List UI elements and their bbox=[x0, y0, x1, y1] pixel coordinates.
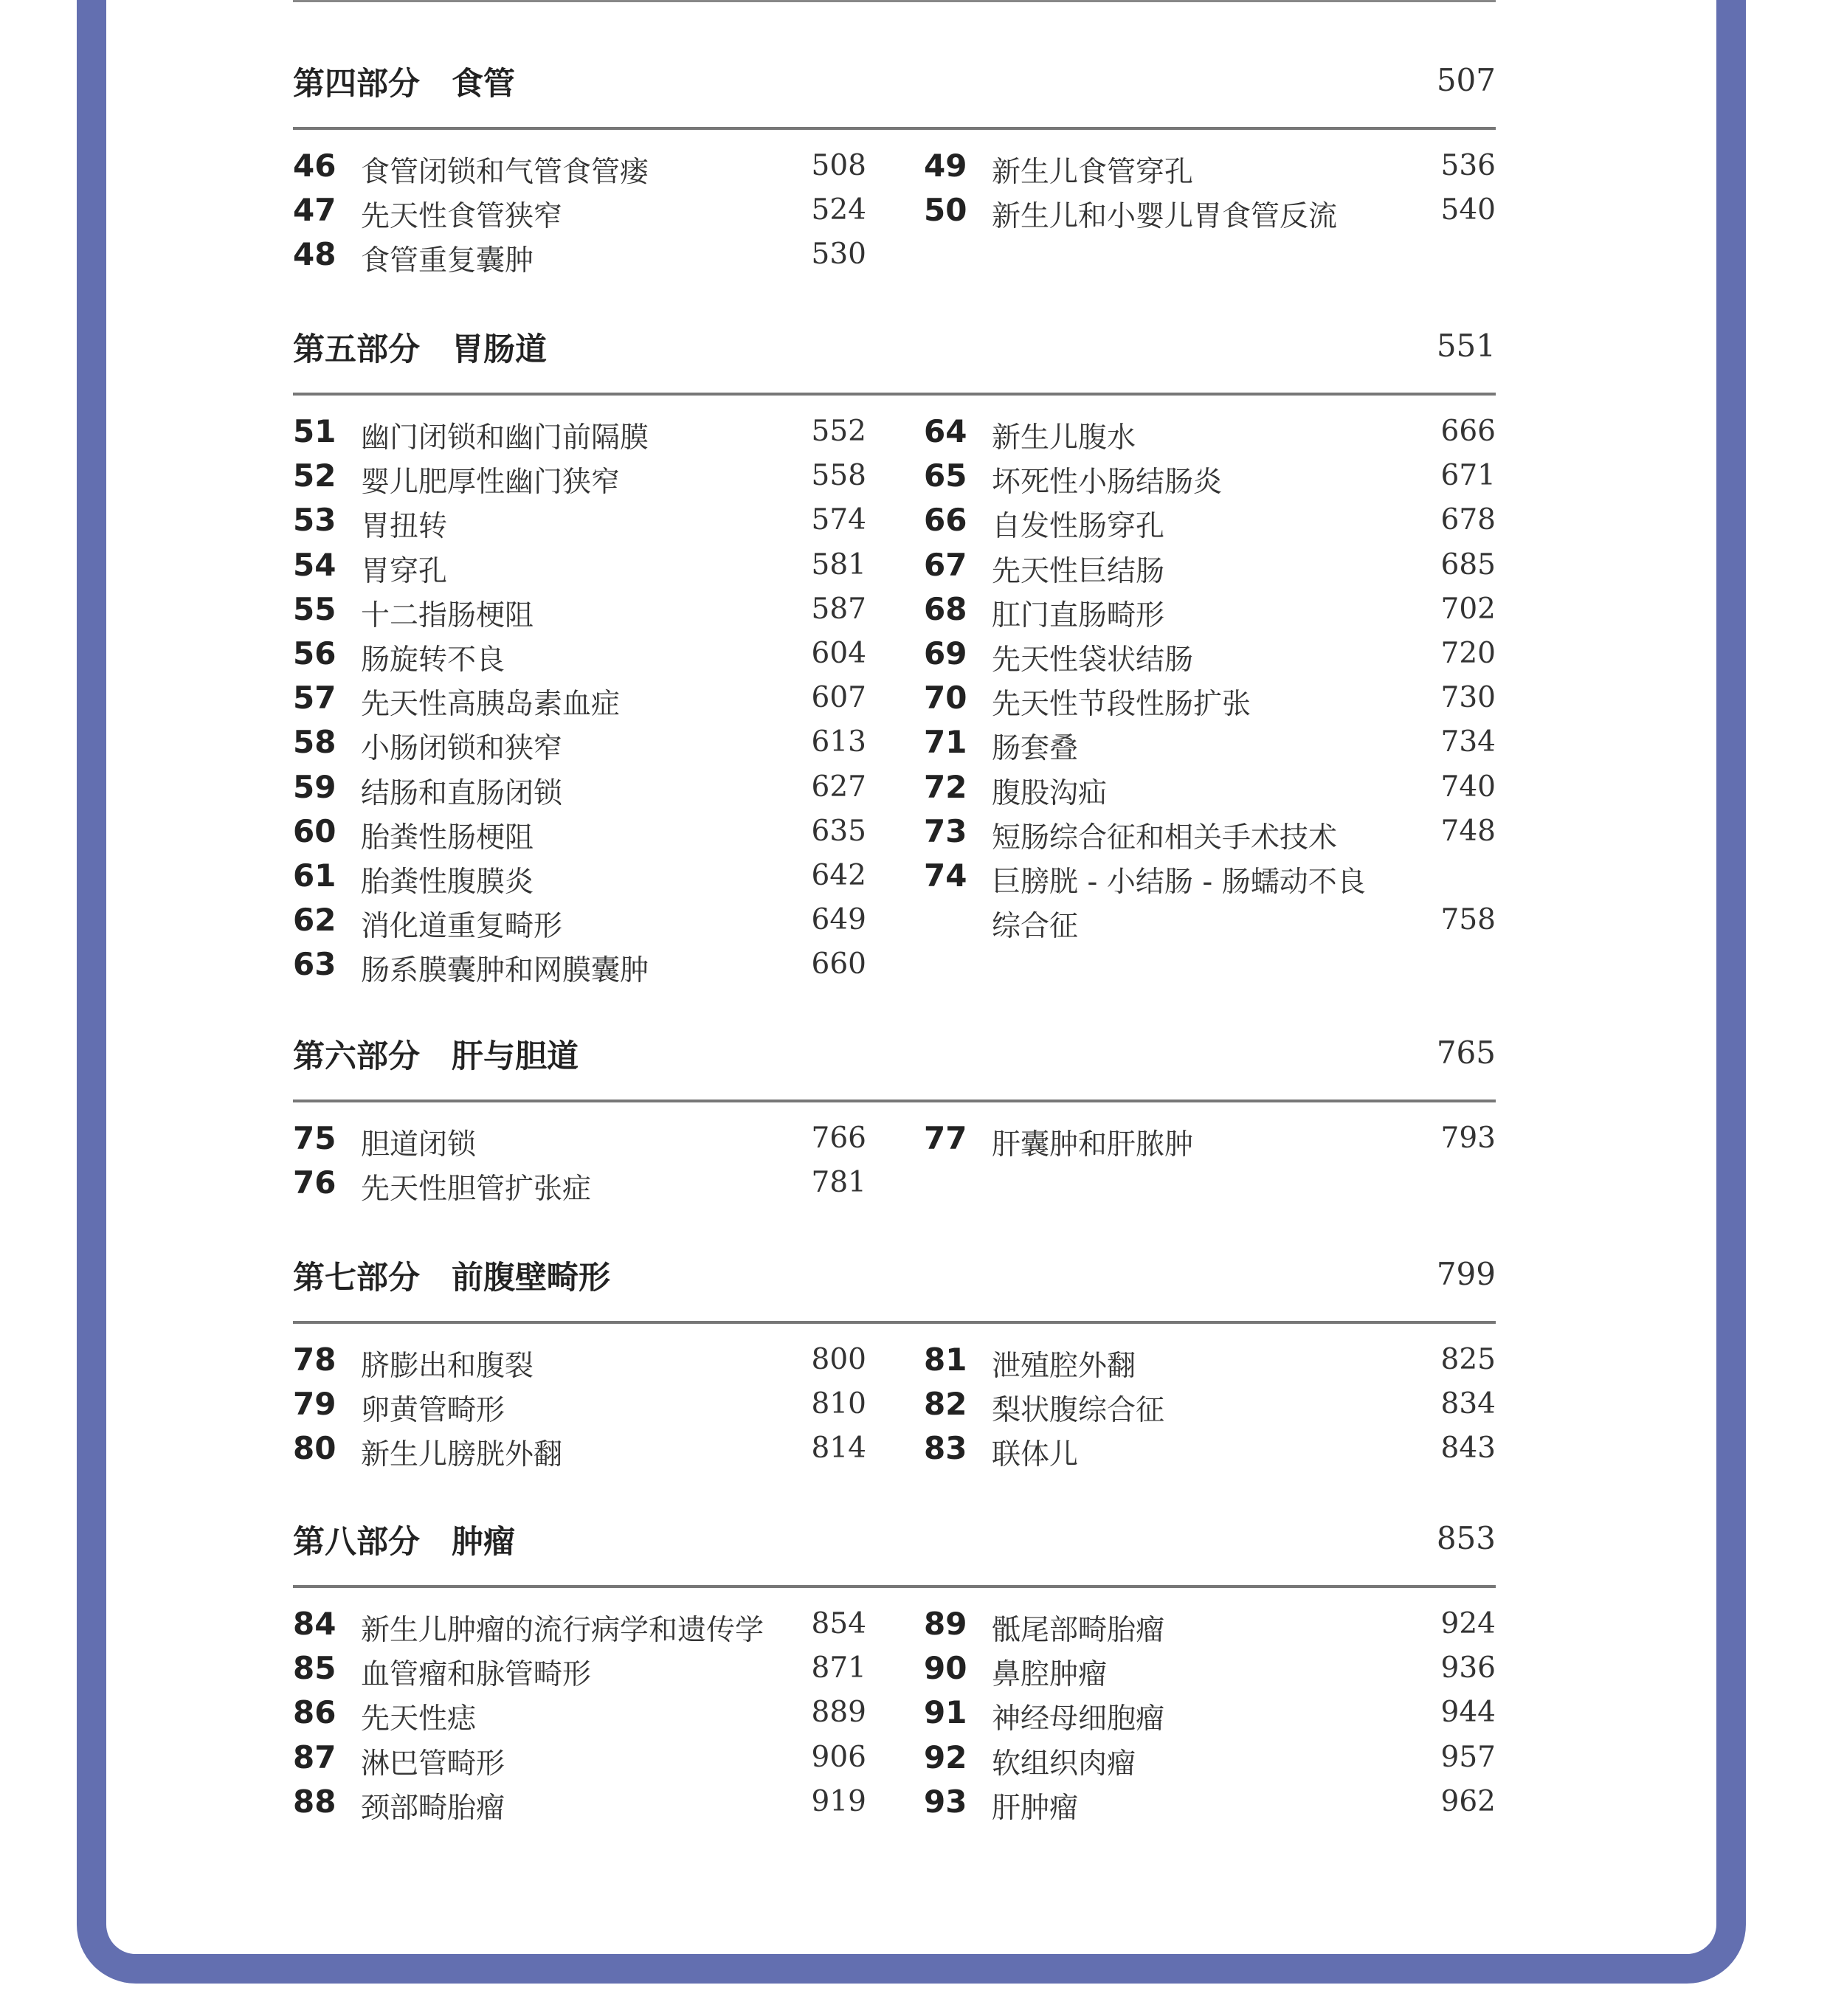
chapter-page-number: 574 bbox=[811, 503, 866, 537]
chapter-title: 肝囊肿和肝脓肿 bbox=[992, 1128, 1194, 1161]
chapter-title: 神经母细胞瘤 bbox=[992, 1702, 1165, 1736]
part-heading[interactable] bbox=[293, 1032, 1496, 1076]
chapter-page-number: 604 bbox=[811, 637, 866, 670]
chapter-page-number: 740 bbox=[1440, 770, 1496, 804]
toc-entry[interactable] bbox=[924, 1739, 1496, 1781]
part-title: 第八部分 肿瘤 bbox=[293, 1524, 515, 1561]
chapter-title: 短肠综合征和相关手术技术 bbox=[992, 821, 1338, 855]
toc-entry[interactable] bbox=[293, 813, 866, 855]
toc-entry[interactable] bbox=[924, 148, 1496, 189]
toc-entry[interactable] bbox=[924, 1650, 1496, 1691]
chapter-title: 胃穿孔 bbox=[361, 554, 448, 588]
chapter-number: 93 bbox=[924, 1783, 967, 1820]
chapter-page-number: 587 bbox=[811, 592, 866, 626]
chapter-page-number: 540 bbox=[1440, 193, 1496, 227]
part-heading[interactable] bbox=[293, 1253, 1496, 1297]
chapter-title: 婴儿肥厚性幽门狭窄 bbox=[361, 466, 621, 500]
chapter-number: 47 bbox=[293, 192, 336, 229]
chapter-page-number: 781 bbox=[811, 1166, 866, 1200]
chapter-number: 46 bbox=[293, 148, 336, 184]
chapter-title: 联体儿 bbox=[992, 1438, 1079, 1472]
chapter-title: 坏死性小肠结肠炎 bbox=[992, 466, 1223, 500]
toc-entry[interactable] bbox=[293, 1694, 866, 1736]
chapter-title: 结肠和直肠闭锁 bbox=[361, 776, 563, 810]
toc-entry[interactable] bbox=[924, 502, 1496, 543]
toc-entry[interactable] bbox=[924, 724, 1496, 765]
chapter-number: 92 bbox=[924, 1739, 967, 1775]
part-heading[interactable] bbox=[293, 1517, 1496, 1561]
chapter-title: 卵黄管畸形 bbox=[361, 1394, 505, 1428]
chapter-page-number: 720 bbox=[1440, 637, 1496, 670]
toc-entry[interactable] bbox=[924, 1606, 1496, 1647]
chapter-page-number: 660 bbox=[811, 947, 866, 981]
chapter-number: 68 bbox=[924, 590, 967, 627]
chapter-number: 90 bbox=[924, 1650, 967, 1687]
chapter-number: 62 bbox=[293, 902, 336, 939]
chapter-number: 49 bbox=[924, 148, 967, 184]
chapter-page-number: 702 bbox=[1440, 592, 1496, 626]
toc-entry[interactable] bbox=[924, 1342, 1496, 1383]
chapter-page-number: 558 bbox=[811, 459, 866, 493]
toc-entry[interactable] bbox=[293, 236, 866, 277]
top-divider bbox=[293, 0, 1496, 2]
toc-entry[interactable] bbox=[293, 1650, 866, 1691]
chapter-number: 58 bbox=[293, 724, 336, 761]
part-title: 第七部分 前腹壁畸形 bbox=[293, 1260, 610, 1297]
chapter-number: 80 bbox=[293, 1430, 336, 1467]
chapter-number: 84 bbox=[293, 1606, 336, 1642]
toc-part bbox=[293, 1032, 1496, 1207]
part-page-number: 799 bbox=[1436, 1256, 1496, 1292]
chapter-number: 65 bbox=[924, 458, 967, 494]
toc-entry[interactable] bbox=[924, 1694, 1496, 1736]
chapter-title: 肝肿瘤 bbox=[992, 1791, 1079, 1825]
chapter-number: 63 bbox=[293, 946, 336, 983]
toc-entry[interactable] bbox=[924, 769, 1496, 810]
chapter-title: 胃扭转 bbox=[361, 510, 448, 544]
chapter-number: 79 bbox=[293, 1386, 336, 1423]
chapter-page-number: 854 bbox=[811, 1607, 866, 1640]
chapter-page-number: 666 bbox=[1440, 415, 1496, 448]
chapter-title: 巨膀胱 - 小结肠 - 肠蠕动不良 bbox=[992, 866, 1366, 899]
chapter-page-number: 748 bbox=[1440, 814, 1496, 848]
toc-entry[interactable] bbox=[924, 1784, 1496, 1825]
part-divider bbox=[293, 1321, 1496, 1324]
chapter-page-number: 730 bbox=[1440, 681, 1496, 715]
chapter-title: 新生儿食管穿孔 bbox=[992, 156, 1194, 189]
chapter-number: 81 bbox=[924, 1342, 967, 1378]
chapter-page-number: 814 bbox=[811, 1432, 866, 1466]
part-title: 第五部分 胃肠道 bbox=[293, 331, 547, 368]
chapter-page-number: 906 bbox=[811, 1740, 866, 1774]
chapter-number: 72 bbox=[924, 768, 967, 805]
toc-part bbox=[293, 325, 1496, 988]
toc-entry[interactable] bbox=[293, 946, 866, 987]
chapter-title: 先天性胆管扩张症 bbox=[361, 1173, 592, 1207]
toc-entry[interactable] bbox=[293, 458, 866, 499]
chapter-number: 69 bbox=[924, 635, 967, 672]
toc-entry[interactable] bbox=[293, 413, 866, 455]
chapter-page-number: 627 bbox=[811, 770, 866, 804]
chapter-title: 骶尾部畸胎瘤 bbox=[992, 1614, 1165, 1647]
toc-entry[interactable] bbox=[293, 857, 866, 899]
toc-entry[interactable] bbox=[293, 1739, 866, 1781]
chapter-title-continued: 综合征 bbox=[992, 910, 1079, 943]
chapter-page-number: 607 bbox=[811, 681, 866, 715]
chapter-title: 血管瘤和脉管畸形 bbox=[361, 1658, 592, 1692]
chapter-page-number: 957 bbox=[1440, 1740, 1496, 1774]
chapter-title: 腹股沟疝 bbox=[992, 776, 1108, 810]
chapter-number: 56 bbox=[293, 635, 336, 672]
part-divider bbox=[293, 1100, 1496, 1102]
chapter-title: 新生儿腹水 bbox=[992, 421, 1136, 455]
chapter-number: 50 bbox=[924, 192, 967, 229]
chapter-title: 鼻腔肿瘤 bbox=[992, 1658, 1108, 1692]
toc-entry[interactable] bbox=[293, 902, 866, 943]
toc-entry[interactable] bbox=[924, 547, 1496, 588]
chapter-title: 肠旋转不良 bbox=[361, 643, 505, 677]
toc-entry[interactable] bbox=[924, 813, 1496, 855]
toc-entry[interactable] bbox=[293, 769, 866, 810]
chapter-page-number: 581 bbox=[811, 548, 866, 581]
chapter-title: 先天性食管狭窄 bbox=[361, 200, 563, 234]
chapter-page-number: 871 bbox=[811, 1651, 866, 1685]
chapter-page-number: 649 bbox=[811, 903, 866, 937]
chapter-page-number: 810 bbox=[811, 1387, 866, 1421]
chapter-number: 54 bbox=[293, 546, 336, 583]
toc-part bbox=[293, 1517, 1496, 1825]
chapter-page-number: 889 bbox=[811, 1696, 866, 1730]
toc-entry[interactable] bbox=[924, 680, 1496, 721]
part-title: 第六部分 肝与胆道 bbox=[293, 1038, 579, 1075]
chapter-page-number: 825 bbox=[1440, 1343, 1496, 1376]
chapter-title: 幽门闭锁和幽门前隔膜 bbox=[361, 421, 649, 455]
chapter-page-number: 508 bbox=[811, 149, 866, 182]
toc-entry[interactable] bbox=[293, 1386, 866, 1427]
chapter-title: 梨状腹综合征 bbox=[992, 1394, 1165, 1428]
chapter-title: 新生儿和小婴儿胃食管反流 bbox=[992, 200, 1338, 234]
chapter-page-number: 800 bbox=[811, 1343, 866, 1376]
chapter-number: 71 bbox=[924, 724, 967, 761]
chapter-number: 86 bbox=[293, 1694, 336, 1731]
chapter-page-number: 635 bbox=[811, 814, 866, 848]
chapter-number: 48 bbox=[293, 236, 336, 273]
chapter-number: 75 bbox=[293, 1120, 336, 1156]
toc-part bbox=[293, 1253, 1496, 1472]
chapter-page-number: 919 bbox=[811, 1784, 866, 1818]
chapter-page-number: 530 bbox=[811, 238, 866, 272]
toc-entry[interactable] bbox=[293, 724, 866, 765]
chapter-number: 88 bbox=[293, 1783, 336, 1820]
chapter-number: 76 bbox=[293, 1164, 336, 1201]
toc-entry[interactable] bbox=[293, 1784, 866, 1825]
chapter-page-number: 678 bbox=[1440, 503, 1496, 537]
chapter-number: 91 bbox=[924, 1694, 967, 1731]
chapter-number: 70 bbox=[924, 680, 967, 717]
chapter-number: 55 bbox=[293, 590, 336, 627]
chapter-number: 51 bbox=[293, 413, 336, 449]
chapter-number: 66 bbox=[924, 502, 967, 539]
chapter-number: 59 bbox=[293, 768, 336, 805]
chapter-page-number: 766 bbox=[811, 1122, 866, 1155]
toc-entry[interactable] bbox=[293, 1606, 866, 1647]
chapter-page-number: 613 bbox=[811, 725, 866, 759]
chapter-number: 87 bbox=[293, 1739, 336, 1775]
toc-entry[interactable] bbox=[924, 192, 1496, 233]
chapter-title: 先天性痣 bbox=[361, 1702, 477, 1736]
toc-entry[interactable] bbox=[293, 591, 866, 632]
part-page-number: 853 bbox=[1436, 1520, 1496, 1556]
chapter-page-number: 685 bbox=[1440, 548, 1496, 581]
chapter-title: 肛门直肠畸形 bbox=[992, 598, 1165, 632]
chapter-title: 先天性高胰岛素血症 bbox=[361, 688, 621, 722]
part-divider bbox=[293, 393, 1496, 396]
toc-entry[interactable] bbox=[293, 192, 866, 233]
chapter-page-number: 524 bbox=[811, 193, 866, 227]
toc-entry[interactable] bbox=[924, 591, 1496, 632]
chapter-title: 泄殖腔外翻 bbox=[992, 1350, 1136, 1383]
toc-part bbox=[293, 59, 1496, 278]
toc-entry[interactable] bbox=[924, 1386, 1496, 1427]
toc-entry[interactable] bbox=[924, 1430, 1496, 1471]
toc-entry[interactable] bbox=[293, 1164, 866, 1206]
toc-entry[interactable] bbox=[293, 547, 866, 588]
chapter-page-number: 924 bbox=[1440, 1607, 1496, 1640]
toc-entry[interactable] bbox=[293, 680, 866, 721]
chapter-number: 78 bbox=[293, 1342, 336, 1378]
chapter-title: 新生儿膀胱外翻 bbox=[361, 1438, 563, 1472]
part-title: 第四部分 食管 bbox=[293, 66, 515, 103]
chapter-title: 胆道闭锁 bbox=[361, 1128, 477, 1161]
chapter-title: 小肠闭锁和狭窄 bbox=[361, 732, 563, 766]
chapter-number: 73 bbox=[924, 812, 967, 849]
chapter-title: 食管重复囊肿 bbox=[361, 244, 534, 278]
chapter-title: 淋巴管畸形 bbox=[361, 1747, 505, 1781]
chapter-title: 胎粪性肠梗阻 bbox=[361, 821, 534, 855]
part-heading[interactable] bbox=[293, 59, 1496, 103]
part-divider bbox=[293, 1585, 1496, 1588]
chapter-title: 先天性节段性肠扩张 bbox=[992, 688, 1251, 722]
chapter-page-number: 758 bbox=[1440, 903, 1496, 936]
chapter-number: 83 bbox=[924, 1430, 967, 1467]
chapter-page-number: 936 bbox=[1440, 1651, 1496, 1685]
chapter-page-number: 793 bbox=[1440, 1122, 1496, 1155]
part-page-number: 551 bbox=[1436, 328, 1496, 364]
chapter-number: 53 bbox=[293, 502, 336, 539]
chapter-number: 64 bbox=[924, 413, 967, 449]
chapter-title: 食管闭锁和气管食管瘘 bbox=[361, 156, 649, 189]
part-heading[interactable] bbox=[293, 325, 1496, 369]
chapter-number: 89 bbox=[924, 1606, 967, 1642]
chapter-page-number: 552 bbox=[811, 415, 866, 448]
chapter-number: 61 bbox=[293, 857, 336, 894]
toc-entry[interactable] bbox=[924, 458, 1496, 499]
toc-entry[interactable] bbox=[924, 635, 1496, 677]
chapter-page-number: 671 bbox=[1440, 459, 1496, 493]
chapter-number: 85 bbox=[293, 1650, 336, 1687]
toc-entry[interactable] bbox=[924, 413, 1496, 455]
toc-entry[interactable] bbox=[293, 1430, 866, 1471]
chapter-number: 52 bbox=[293, 458, 336, 494]
chapter-title: 胎粪性腹膜炎 bbox=[361, 866, 534, 899]
chapter-title: 软组织肉瘤 bbox=[992, 1747, 1136, 1781]
chapter-title: 先天性袋状结肠 bbox=[992, 643, 1194, 677]
chapter-title: 消化道重复畸形 bbox=[361, 910, 563, 944]
chapter-number: 82 bbox=[924, 1386, 967, 1423]
chapter-page-number: 536 bbox=[1440, 149, 1496, 182]
chapter-title: 肠套叠 bbox=[992, 732, 1079, 766]
chapter-title: 颈部畸胎瘤 bbox=[361, 1791, 505, 1825]
chapter-title: 脐膨出和腹裂 bbox=[361, 1350, 534, 1383]
chapter-number: 60 bbox=[293, 812, 336, 849]
part-page-number: 507 bbox=[1436, 62, 1496, 98]
chapter-page-number: 834 bbox=[1440, 1387, 1496, 1421]
chapter-page-number: 734 bbox=[1440, 725, 1496, 759]
toc-entry[interactable] bbox=[924, 1120, 1496, 1161]
chapter-title: 自发性肠穿孔 bbox=[992, 510, 1165, 544]
toc-entry[interactable] bbox=[293, 1342, 866, 1383]
chapter-title: 十二指肠梗阻 bbox=[361, 598, 534, 632]
chapter-page-number: 962 bbox=[1440, 1784, 1496, 1818]
toc-entry[interactable] bbox=[924, 857, 1496, 943]
chapter-number: 74 bbox=[924, 857, 967, 894]
chapter-title: 肠系膜囊肿和网膜囊肿 bbox=[361, 954, 649, 988]
part-divider bbox=[293, 127, 1496, 130]
toc-entry[interactable] bbox=[293, 1120, 866, 1161]
chapter-page-number: 642 bbox=[811, 859, 866, 892]
chapter-number: 67 bbox=[924, 546, 967, 583]
chapter-page-number: 843 bbox=[1440, 1432, 1496, 1466]
chapter-title: 先天性巨结肠 bbox=[992, 554, 1165, 588]
chapter-page-number: 944 bbox=[1440, 1696, 1496, 1730]
chapter-title: 新生儿肿瘤的流行病学和遗传学 bbox=[361, 1614, 764, 1647]
toc-entry[interactable] bbox=[293, 635, 866, 677]
chapter-number: 57 bbox=[293, 680, 336, 717]
toc-entry[interactable] bbox=[293, 148, 866, 189]
chapter-number: 77 bbox=[924, 1120, 967, 1156]
toc-entry[interactable] bbox=[293, 502, 866, 543]
part-page-number: 765 bbox=[1436, 1035, 1496, 1071]
